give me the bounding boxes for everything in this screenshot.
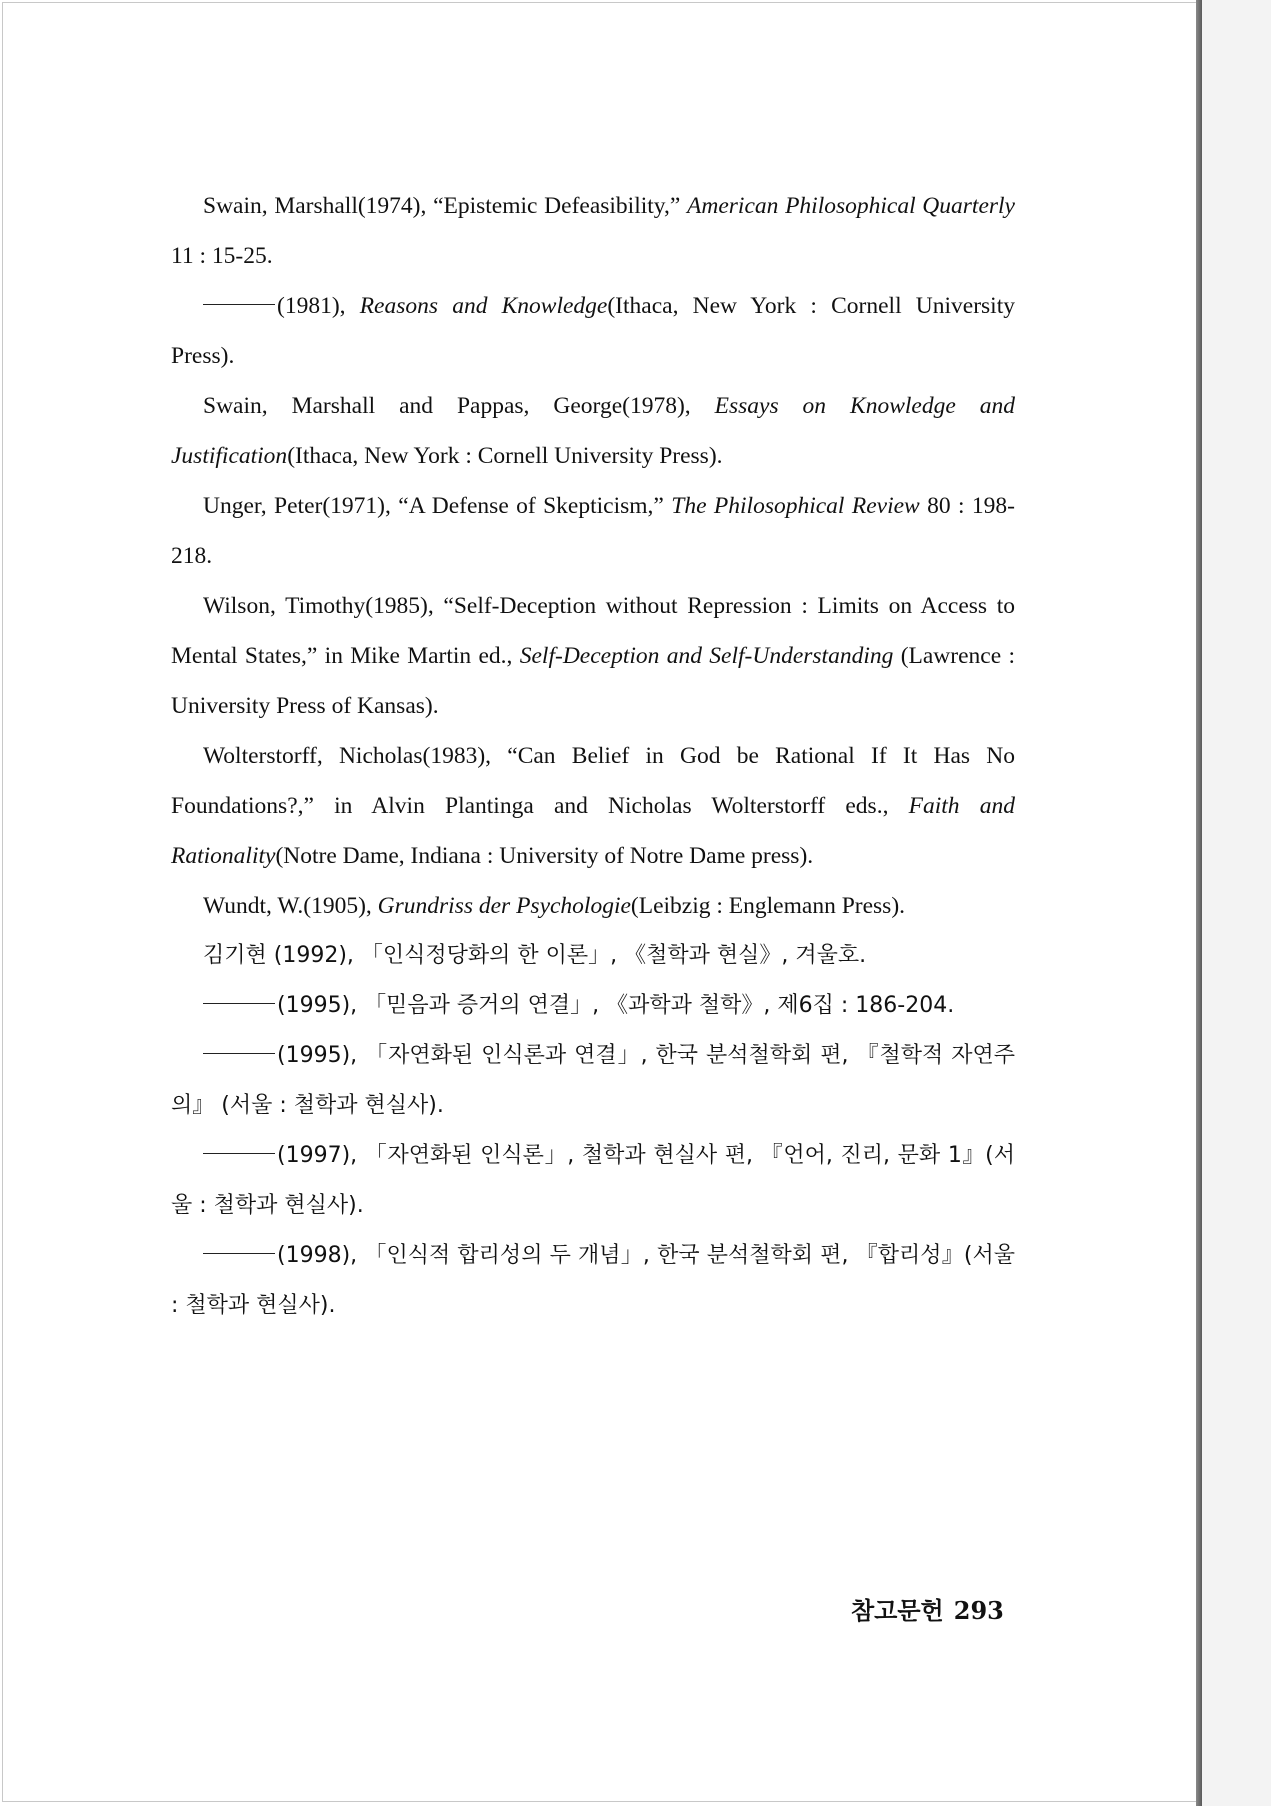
reference-entry: Unger, Peter(1971), “A Defense of Skepticism,” The Philosophical Review 80 : 198-218. — [171, 493, 1015, 569]
reference-entry: Swain, Marshall(1974), “Epistemic Defeasibility,” American Philosophical Quarterly 11 : 15-25. — [171, 193, 1015, 269]
ditto-dash — [203, 1003, 275, 1004]
ditto-dash — [203, 1153, 275, 1154]
reference-entry: Wundt, W.(1905), Grundriss der Psychologie(Leibzig : Englemann Press). — [203, 893, 906, 919]
book-page — [2, 2, 1200, 1802]
reference-entry: Wolterstorff, Nicholas(1983), “Can Belief in God be Rational If It Has No Foundations?,” in Alvin Plantinga and Nicholas Wolterstorff eds., Faith and Rationality(Notre Dame, Indiana : University of Notre Dame press). — [171, 743, 1015, 869]
reference-list — [171, 181, 1015, 1331]
ditto-dash — [203, 304, 275, 305]
reference-entry: Wilson, Timothy(1985), “Self-Deception without Repression : Limits on Access to Mental States,” in Mike Martin ed., Self-Deception and Self-Understanding (Lawrence : University Press of Kansas). — [171, 593, 1015, 719]
page-number: 293 — [953, 1596, 1004, 1625]
reference-entry: (1995), 「자연화된 인식론과 연결」, 한국 분석철학회 편, 『철학적 자연주의』 (서울 : 철학과 현실사). — [171, 1043, 1015, 1118]
running-footer-section: 참고문헌 — [851, 1596, 944, 1625]
ditto-dash — [203, 1053, 275, 1054]
reference-entry: (1981), Reasons and Knowledge(Ithaca, New York : Cornell University Press). — [171, 293, 1015, 369]
ditto-dash — [203, 1253, 275, 1254]
page-footer — [851, 1591, 1004, 1626]
viewer-background — [1202, 0, 1271, 1806]
reference-entry: (1995), 「믿음과 증거의 연결」, 《과학과 철학》, 제6집 : 186-204. — [171, 981, 1015, 1031]
reference-entry: Swain, Marshall and Pappas, George(1978), Essays on Knowledge and Justification(Ithaca, New York : Cornell University Press). — [171, 393, 1015, 469]
reference-entry: (1997), 「자연화된 인식론」, 철학과 현실사 편, 『언어, 진리, 문화 1』(서울 : 철학과 현실사). — [171, 1143, 1015, 1218]
reference-entry: (1998), 「인식적 합리성의 두 개념」, 한국 분석철학회 편, 『합리성』(서울 : 철학과 현실사). — [171, 1243, 1015, 1318]
reference-entry: 김기현 (1992), 「인식정당화의 한 이론」, 《철학과 현실》, 겨울호. — [203, 943, 867, 968]
